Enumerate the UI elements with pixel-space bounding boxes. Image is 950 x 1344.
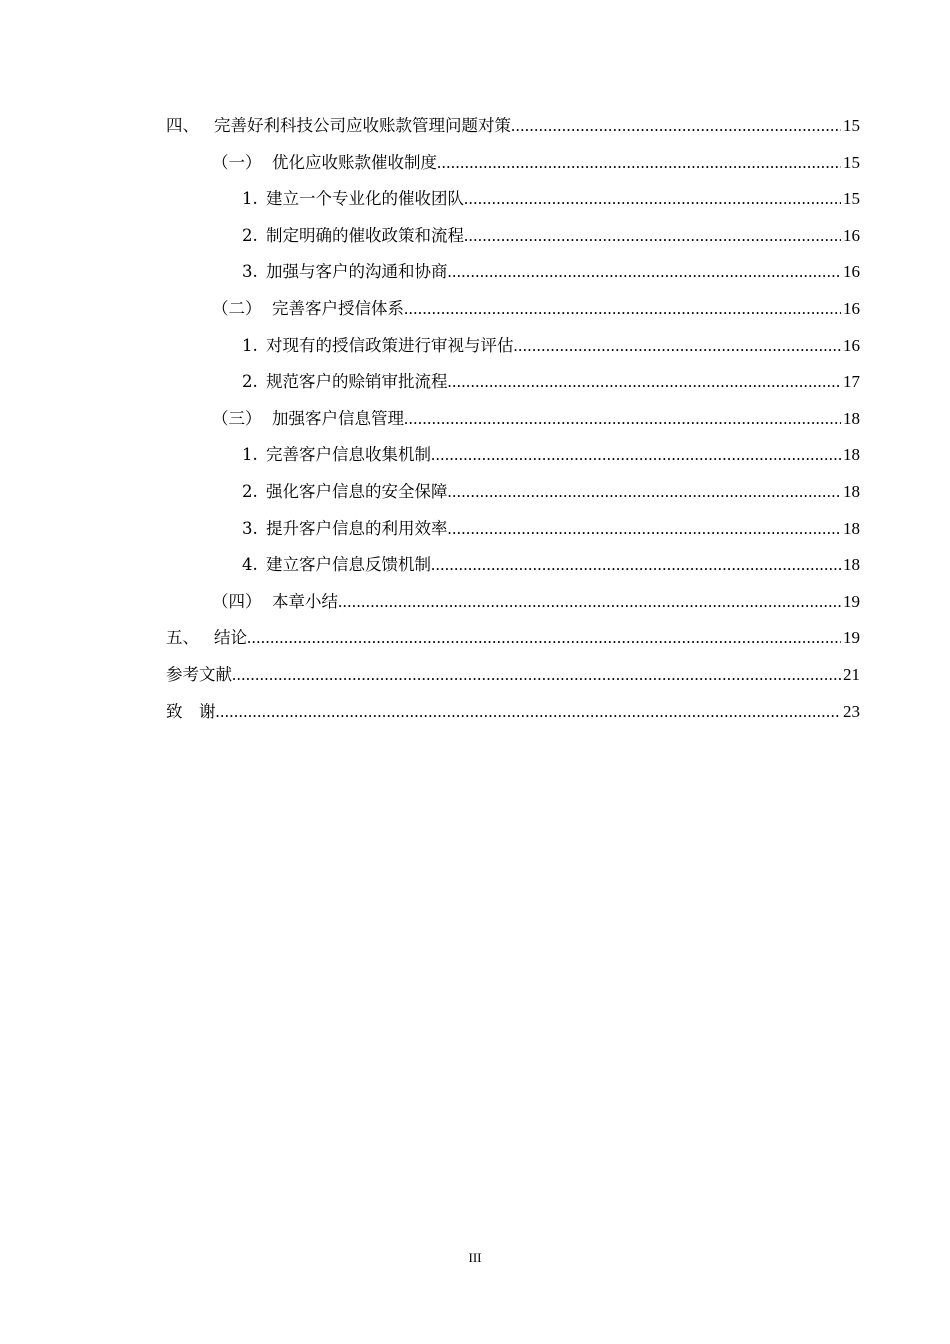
toc-entry-title[interactable]: 优化应收账款催收制度	[272, 152, 437, 172]
toc-dot-leader	[448, 262, 842, 282]
toc-entry[interactable]	[166, 112, 860, 149]
toc-entry-title[interactable]: 完善客户授信体系	[272, 298, 404, 318]
toc-dot-leader	[232, 665, 841, 685]
toc-entry[interactable]	[166, 515, 860, 552]
toc-entry-title[interactable]: 规范客户的赊销审批流程	[266, 372, 448, 392]
toc-entry[interactable]	[166, 478, 860, 515]
toc-entry-page: 16	[843, 262, 860, 282]
toc-entry[interactable]	[166, 332, 860, 369]
toc-entry-number: （四）	[212, 591, 262, 611]
toc-dot-leader	[431, 555, 841, 575]
toc-entry-title[interactable]: 加强与客户的沟通和协商	[266, 262, 448, 282]
toc-entry-title[interactable]: 本章小结	[272, 591, 338, 611]
toc-entry-page: 18	[843, 445, 860, 465]
toc-dot-leader	[511, 116, 841, 136]
toc-entry-number: （一）	[212, 152, 262, 172]
toc-entry-number: 3.	[242, 262, 258, 282]
toc-entry-page: 15	[843, 189, 860, 209]
toc-dot-leader	[216, 702, 842, 722]
toc-entry-page: 18	[843, 518, 860, 538]
table-of-contents	[166, 112, 860, 734]
toc-entry-number: （二）	[212, 298, 262, 318]
toc-entry-title[interactable]: 制定明确的催收政策和流程	[266, 225, 464, 245]
toc-entry[interactable]	[166, 624, 860, 661]
toc-entry-number: 2.	[242, 481, 258, 501]
toc-entry-title[interactable]: 致 谢	[166, 701, 216, 721]
toc-entry-page: 17	[843, 372, 860, 392]
toc-entry-title[interactable]: 建立一个专业化的催收团队	[266, 189, 464, 209]
toc-entry-title[interactable]: 建立客户信息反馈机制	[266, 555, 431, 575]
toc-dot-leader	[448, 482, 842, 502]
toc-entry-page: 19	[843, 628, 860, 648]
toc-entry-number: 4.	[242, 555, 258, 575]
toc-entry[interactable]	[166, 149, 860, 186]
toc-entry-title[interactable]: 参考文献	[166, 664, 232, 684]
toc-dot-leader	[404, 299, 841, 319]
toc-entry-title[interactable]: 结论	[214, 628, 247, 648]
toc-entry[interactable]	[166, 258, 860, 295]
toc-entry-page: 19	[843, 591, 860, 611]
toc-entry-title[interactable]: 加强客户信息管理	[272, 408, 404, 428]
toc-dot-leader	[404, 409, 841, 429]
toc-entry[interactable]	[166, 222, 860, 259]
toc-dot-leader	[448, 372, 842, 392]
toc-entry-number: 2.	[242, 225, 258, 245]
toc-entry-page: 16	[843, 335, 860, 355]
toc-entry-page: 16	[843, 225, 860, 245]
toc-entry-page: 15	[843, 116, 860, 135]
toc-entry[interactable]	[166, 661, 860, 698]
toc-entry-number: 五、	[166, 628, 199, 648]
toc-entry[interactable]	[166, 185, 860, 222]
toc-entry-page: 18	[843, 555, 860, 575]
toc-dot-leader	[464, 226, 841, 246]
toc-entry-number: 1.	[242, 189, 258, 209]
toc-entry-page: 21	[843, 664, 860, 684]
toc-entry[interactable]	[166, 551, 860, 588]
toc-entry-number: （三）	[212, 408, 262, 428]
toc-entry-number: 1.	[242, 335, 258, 355]
toc-entry-page: 18	[843, 481, 860, 501]
page-number-footer: III	[468, 1250, 482, 1265]
toc-entry[interactable]	[166, 441, 860, 478]
toc-entry-title[interactable]: 完善好利科技公司应收账款管理问题对策	[214, 116, 511, 135]
toc-entry[interactable]	[166, 405, 860, 442]
toc-entry[interactable]	[166, 698, 860, 735]
toc-dot-leader	[247, 628, 841, 648]
toc-entry-title[interactable]: 对现有的授信政策进行审视与评估	[266, 335, 514, 355]
toc-dot-leader	[514, 336, 842, 356]
toc-entry-page: 23	[843, 701, 860, 721]
toc-entry-title[interactable]: 提升客户信息的利用效率	[266, 518, 448, 538]
toc-dot-leader	[448, 519, 842, 539]
toc-entry-number: 四、	[166, 116, 199, 135]
toc-entry[interactable]	[166, 295, 860, 332]
toc-entry-page: 16	[843, 298, 860, 318]
toc-entry-number: 1.	[242, 445, 258, 465]
toc-entry-number: 3.	[242, 518, 258, 538]
toc-dot-leader	[464, 189, 841, 209]
toc-entry[interactable]	[166, 588, 860, 625]
toc-entry-page: 15	[843, 152, 860, 172]
toc-entry-page: 18	[843, 408, 860, 428]
toc-entry-number: 2.	[242, 372, 258, 392]
toc-dot-leader	[437, 153, 841, 173]
toc-entry[interactable]	[166, 368, 860, 405]
toc-dot-leader	[338, 592, 841, 612]
toc-dot-leader	[431, 445, 841, 465]
toc-entry-title[interactable]: 完善客户信息收集机制	[266, 445, 431, 465]
toc-entry-title[interactable]: 强化客户信息的安全保障	[266, 481, 448, 501]
